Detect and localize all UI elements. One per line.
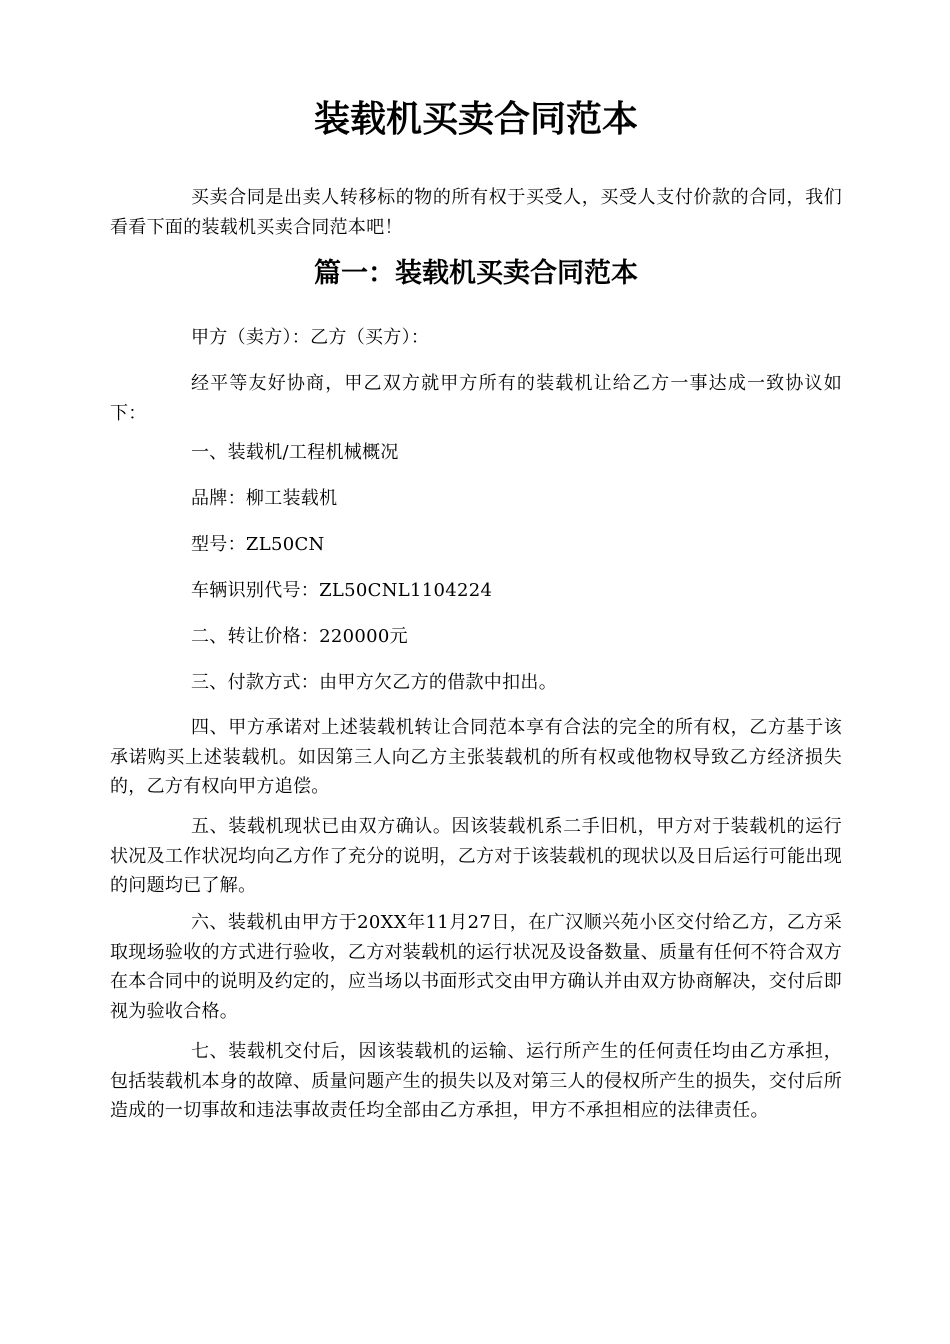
ownership-clause: 四、甲方承诺对上述装载机转让合同范本享有合法的完全的所有权，乙方基于该承诺购买上述装载机。如因第三人向乙方主张装载机的所有权或他物权导致乙方经济损失的，乙方有权向甲方追偿。 <box>110 717 842 797</box>
model-line: 型号：ZL50CN <box>191 534 325 555</box>
intro-paragraph: 买卖合同是出卖人转移标的物的所有权于买受人，买受人支付价款的合同，我们看看下面的装载机买卖合同范本吧！ <box>110 187 842 238</box>
section-title: 篇一：装载机买卖合同范本 <box>314 258 638 289</box>
agreement-paragraph: 经平等友好协商，甲乙双方就甲方所有的装载机让给乙方一事达成一致协议如下： <box>110 373 842 424</box>
delivery-clause: 六、装载机由甲方于20XX年11月27日，在广汉顺兴苑小区交付给乙方，乙方采取现场验收的方式进行验收，乙方对装载机的运行状况及设备数量、质量有任何不符合双方在本合同中的说明及约定的，应当场以书面形式交由甲方确认并由双方协商解决，交付后即视为验收合格。 <box>110 912 842 1022</box>
liability-clause: 七、装载机交付后，因该装载机的运输、运行所产生的任何责任均由乙方承担，包括装载机本身的故障、质量问题产生的损失以及对第三人的侵权所产生的损失，交付后所造成的一切事故和违法事故责任均全部由乙方承担，甲方不承担相应的法律责任。 <box>110 1041 842 1121</box>
document-title: 装载机买卖合同范本 <box>313 99 638 140</box>
clause-heading: 一、装载机/工程机械概况 <box>191 442 399 463</box>
party-line: 甲方（卖方）：乙方（买方）： <box>191 327 430 348</box>
brand-line: 品牌：柳工装载机 <box>191 488 338 509</box>
condition-clause: 五、装载机现状已由双方确认。因该装载机系二手旧机，甲方对于装载机的运行状况及工作状况均向乙方作了充分的说明，乙方对于该装载机的现状以及日后运行可能出现的问题均已了解。 <box>110 816 842 896</box>
price-clause: 二、转让价格：220000元 <box>191 626 408 647</box>
payment-clause: 三、付款方式：由甲方欠乙方的借款中扣出。 <box>191 672 557 693</box>
vin-line: 车辆识别代号：ZL50CNL1104224 <box>191 580 493 601</box>
